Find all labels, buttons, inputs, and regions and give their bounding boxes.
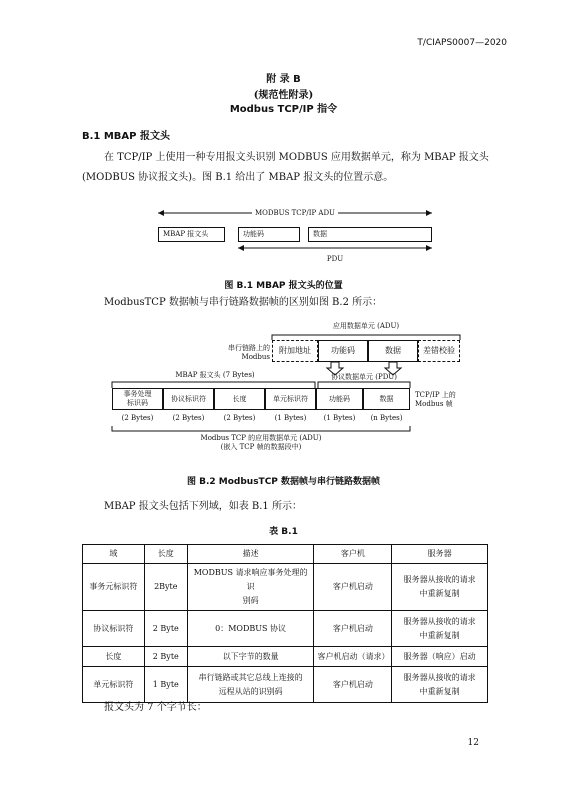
- table-cell: 2 Byte: [144, 611, 187, 647]
- serial-function-code-box: 功能码: [318, 340, 368, 362]
- appendix-name: Modbus TCP/IP 指令: [229, 104, 338, 115]
- tcp-adu-label-line2: (嵌入 TCP 帧的数据段中): [220, 443, 302, 451]
- mbap-header-label: MBAP 报文头 (7 Bytes): [175, 371, 255, 379]
- table-header-cell: 客户机: [314, 545, 392, 564]
- table-header-cell: 服务器: [392, 545, 488, 564]
- paragraph-line: 在 TCP/IP 上使用一种专用报文头识别 MODBUS 应用数据单元，称为 MBAP 报文头: [104, 152, 489, 163]
- table-cell: 客户机启动（请求）: [314, 647, 392, 667]
- unit-id-cell: 单元标识符: [265, 388, 316, 410]
- serial-label-line1: 串行链路上的: [228, 344, 270, 352]
- table-cell: 以下字节的数量: [187, 647, 314, 667]
- appendix-title: 附 录 B: [266, 74, 301, 85]
- table-row: [83, 564, 488, 611]
- mbap-fields-table: [82, 544, 488, 703]
- table-header-cell: 长度: [144, 545, 187, 564]
- table-cell: 串行链路或其它总线上连接的 远程从站的识别码: [187, 667, 314, 703]
- page-number: 12: [467, 738, 479, 748]
- table-cell: 2Byte: [144, 564, 187, 611]
- function-code-box: 功能码: [238, 227, 300, 242]
- tcp-label-line1: TCP/IP 上的: [415, 391, 456, 399]
- table-cell: 0：MODBUS 协议: [187, 611, 314, 647]
- table-cell: 客户机启动: [314, 667, 392, 703]
- tcp-data-cell: 数据: [363, 388, 410, 410]
- serial-label-line2: Modbus: [241, 353, 270, 361]
- mbap-header-box: MBAP 报文头: [158, 227, 225, 242]
- size-label: (n Bytes): [370, 414, 403, 422]
- transaction-id-cell: 事务处理 标识码: [112, 388, 163, 410]
- paragraph-line: (MODBUS 协议报文头)。图 B.1 给出了 MBAP 报文头的位置示意。: [82, 172, 394, 183]
- document-id: T/CIAPS0007—2020: [417, 38, 507, 48]
- size-label: (2 Bytes): [223, 414, 256, 422]
- size-label: (1 Bytes): [274, 414, 307, 422]
- table-cell: 服务器（响应）启动: [392, 647, 488, 667]
- pdu-label: PDU: [326, 255, 344, 263]
- table-cell: 协议标识符: [83, 611, 145, 647]
- appendix-subtitle: (规范性附录): [253, 90, 314, 101]
- section-heading: B.1 MBAP 报文头: [82, 131, 170, 142]
- table-caption: 表 B.1: [269, 527, 298, 537]
- table-cell: 客户机启动: [314, 611, 392, 647]
- table-header-cell: 域: [83, 545, 145, 564]
- table-cell: 事务元标识符: [83, 564, 145, 611]
- serial-data-box: 数据: [368, 340, 418, 362]
- table-header-cell: 描述: [187, 545, 314, 564]
- size-label: (1 Bytes): [323, 414, 356, 422]
- error-check-box: 差错校验: [418, 340, 460, 362]
- table-row: [83, 647, 488, 667]
- table-cell: 单元标识符: [83, 667, 145, 703]
- table-cell: 1 Byte: [144, 667, 187, 703]
- adu-label-text: MODBUS TCP/IP ADU: [252, 209, 338, 217]
- tcp-function-code-cell: 功能码: [316, 388, 363, 410]
- additional-address-box: 附加地址: [272, 340, 318, 362]
- figure-b2-caption: 图 B.2 ModbusTCP 数据帧与串行链路数据帧: [186, 477, 381, 487]
- pdu-label: 协议数据单元 (PDU): [331, 373, 397, 381]
- table-cell: 客户机启动: [314, 564, 392, 611]
- table-cell: 长度: [83, 647, 145, 667]
- table-cell: 服务器从接收的请求 中重新复制: [392, 564, 488, 611]
- table-header-row: [83, 545, 488, 564]
- tcp-label-line2: Modbus 帧: [415, 400, 453, 408]
- app-adu-label: 应用数据单元 (ADU): [332, 322, 400, 330]
- figure-mbap-position: [150, 200, 440, 270]
- size-label: (2 Bytes): [121, 414, 154, 422]
- tcp-adu-label-line1: Modbus TCP 的应用数据单元 (ADU): [200, 434, 322, 442]
- adu-label: [150, 209, 440, 217]
- protocol-id-cell: 协议标识符: [163, 388, 214, 410]
- table-cell: 服务器从接收的请求 中重新复制: [392, 611, 488, 647]
- paragraph-fig2-intro: ModbusTCP 数据帧与串行链路数据帧的区别如图 B.2 所示：: [104, 297, 383, 308]
- figure-b1-caption: 图 B.1 MBAP 报文头的位置: [224, 281, 343, 291]
- table-cell: MODBUS 请求响应事务处理的识 别码: [187, 564, 314, 611]
- paragraph-header-length: 报文头为 7 个字节长：: [104, 702, 207, 713]
- figure-modbus-frames: [110, 318, 480, 458]
- size-label: (2 Bytes): [172, 414, 205, 422]
- length-cell: 长度: [214, 388, 265, 410]
- table-cell: 2 Byte: [144, 647, 187, 667]
- data-box: 数据: [308, 227, 432, 242]
- table-row: [83, 611, 488, 647]
- table-cell: 服务器从接收的请求 中重新复制: [392, 667, 488, 703]
- paragraph-table-intro: MBAP 报文头包括下列域，如表 B.1 所示：: [104, 501, 302, 512]
